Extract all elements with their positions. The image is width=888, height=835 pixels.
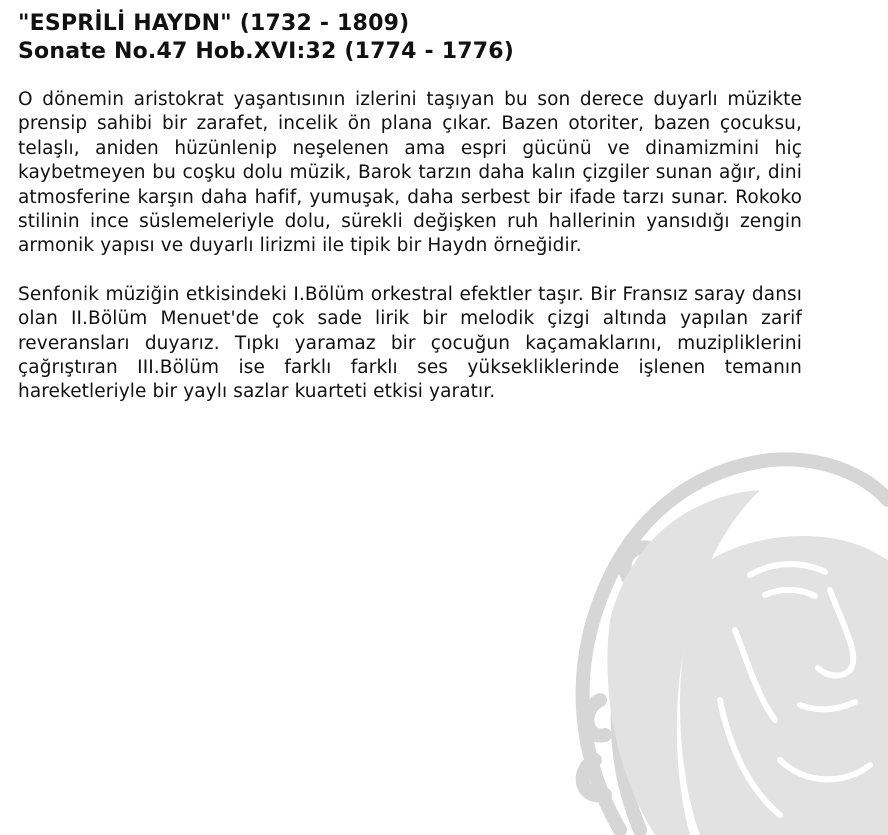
document-heading bbox=[18, 10, 802, 38]
heading-composer-years: (1732 - 1809) bbox=[239, 11, 410, 36]
document-subheading bbox=[18, 38, 802, 66]
subheading-composition-years: (1774 - 1776) bbox=[344, 39, 515, 64]
paragraph-intro: O dönemin aristokrat yaşantısının izlerini taşıyan bu son derece duyarlı müzikte prensip sahibi bir zarafet, incelik ön plana çıkar. Bazen otoriter, bazen çocuksu, telaşlı, aniden hüzünlenip neşelenen ama espri gücünü ve dinamizmini hiç kaybetmeyen bu coşku dolu müzik, Barok tarzın daha kalın çizgiler sunan ağır, dini atmosferine karşın daha hafif, yumuşak, daha serbest bir ifade tarzı sunar. Rokoko stilinin ince süslemeleriyle dolu, sürekli değişken ruh hallerinin yansıdığı zengin armonik yapısı ve duyarlı lirizmi ile tipik bir Haydn örneğidir. bbox=[18, 89, 802, 257]
document-content bbox=[18, 10, 802, 405]
paragraph-movements: Senfonik müziğin etkisindeki I.Bölüm orkestral efektler taşır. Bir Fransız saray dansı olan II.Bölüm Menuet'de çok sade lirik bir melodik çizgi altında yapılan zarif reveransları duyarız. Tıpkı yaramaz bir çocuğun kaçamaklarını, muzipliklerini çağrıştıran III.Bölüm ise farklı farklı ses yüksekliklerinde işlenen temanın hareketleriyle bir yaylı sazlar kuarteti etkisi yaratır. bbox=[18, 283, 802, 403]
heading-title: "ESPRİLİ HAYDN" bbox=[18, 11, 232, 36]
haydn-portrait-icon bbox=[560, 400, 888, 835]
subheading-title: Sonate No.47 Hob.XVI:32 bbox=[18, 39, 337, 64]
